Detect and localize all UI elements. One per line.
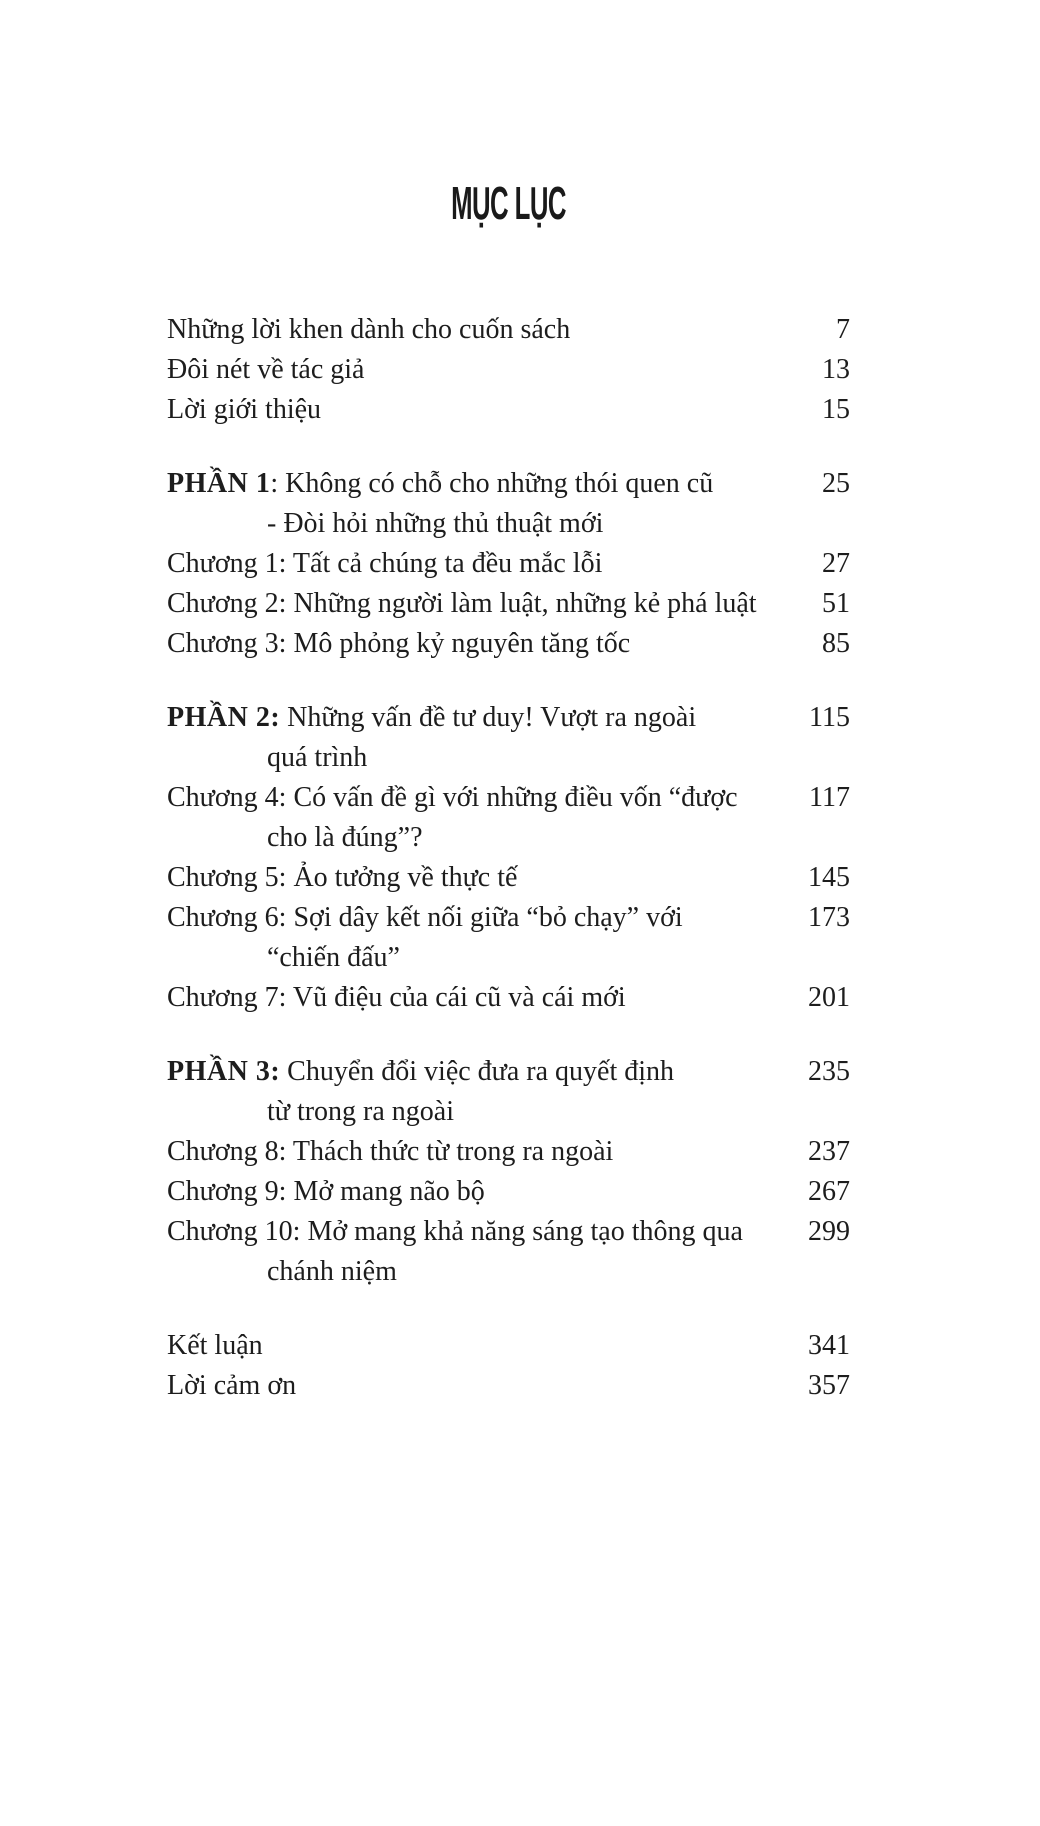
toc-group: [167, 1052, 850, 1292]
toc-entry-page-number: 117: [809, 782, 850, 813]
toc-entry-title: [167, 310, 778, 350]
toc-entry-text: Chương 10: Mở mang khả năng sáng tạo thông qua: [167, 1216, 743, 1247]
toc-entry-line1: [167, 778, 778, 818]
toc-group: [167, 1326, 850, 1406]
toc-entry-page-number: 25: [822, 468, 850, 499]
toc-entry-text: Chương 3: Mô phỏng kỷ nguyên tăng tốc: [167, 628, 631, 659]
toc-entry-text: Chương 4: Có vấn đề gì với những điều vốn “được: [167, 782, 738, 813]
toc-entry: [167, 624, 850, 664]
toc-entry-text: Chương 1: Tất cả chúng ta đều mắc lỗi: [167, 548, 603, 579]
toc-entry-title: [167, 1326, 778, 1366]
toc-entry-page-number: 13: [822, 354, 850, 385]
toc-entry-page-number: 7: [836, 314, 850, 345]
toc-entry: [167, 1366, 850, 1406]
toc-entry-page-number: 299: [808, 1216, 850, 1247]
toc-entry-line1: [167, 1366, 778, 1406]
toc-entry-line1: [167, 1212, 778, 1252]
page-title: MỤC LỤC: [451, 177, 566, 229]
toc-entry-line1: [167, 390, 778, 430]
toc-entry: [167, 464, 850, 544]
part-label: PHẦN 1: [167, 468, 271, 499]
toc-entry-text: Chương 5: Ảo tưởng về thực tế: [167, 862, 518, 893]
toc-entry-title: [167, 898, 778, 978]
toc-entry-page-number: 115: [809, 702, 850, 733]
toc-entry-line1: [167, 464, 778, 504]
book-page: [0, 177, 1040, 1826]
toc-entry: [167, 858, 850, 898]
toc-entry: [167, 310, 850, 350]
toc-entry-text: Lời cảm ơn: [167, 1370, 297, 1401]
toc-entry-text: Chuyển đổi việc đưa ra quyết định: [280, 1056, 675, 1087]
toc-entry: [167, 698, 850, 778]
toc-entry-title: [167, 350, 778, 390]
part-label: PHẦN 3:: [167, 1056, 281, 1087]
toc-entry: [167, 1172, 850, 1212]
toc-entry-page-number: 145: [808, 862, 850, 893]
toc-entry-line1: [167, 1326, 778, 1366]
toc-entry: [167, 1326, 850, 1366]
toc-entry-page-number: 173: [808, 902, 850, 933]
toc-entry-page-number: 51: [822, 588, 850, 619]
toc-entry: [167, 898, 850, 978]
toc-entry: [167, 778, 850, 858]
toc-entry: [167, 1212, 850, 1292]
toc-entry: [167, 390, 850, 430]
toc-entry-text: Những lời khen dành cho cuốn sách: [167, 314, 571, 345]
toc-entry-title: [167, 464, 778, 544]
toc-entry-page-number: 85: [822, 628, 850, 659]
toc-entry-text: Chương 7: Vũ điệu của cái cũ và cái mới: [167, 982, 626, 1013]
toc-entry-title: [167, 978, 778, 1018]
toc-entry-page-number: 357: [808, 1370, 850, 1401]
toc-entry-line1: [167, 1172, 778, 1212]
toc-group: [167, 464, 850, 664]
toc-entry-line1: [167, 698, 778, 738]
toc-entry-line2: “chiến đấu”: [267, 942, 400, 973]
toc-entry-title: [167, 1052, 778, 1132]
toc-entry-line1: [167, 584, 778, 624]
toc-entry-text: : Không có chỗ cho những thói quen cũ: [270, 468, 714, 499]
toc-entry-text: Chương 8: Thách thức từ trong ra ngoài: [167, 1136, 614, 1167]
toc-entry-line2: từ trong ra ngoài: [267, 1096, 455, 1127]
toc-entry-text: Lời giới thiệu: [167, 394, 322, 425]
toc-entry-line1: [167, 898, 778, 938]
toc-entry-title: [167, 1212, 778, 1292]
toc-entry-text: Chương 6: Sợi dây kết nối giữa “bỏ chạy” với: [167, 902, 683, 933]
toc-entry-page-number: 201: [808, 982, 850, 1013]
toc-group: [167, 310, 850, 430]
toc-entry-title: [167, 778, 778, 858]
toc-entry-title: [167, 1172, 778, 1212]
toc-entry-page-number: 235: [808, 1056, 850, 1087]
toc-entry-line2: quá trình: [267, 742, 368, 773]
toc-entry-page-number: 237: [808, 1136, 850, 1167]
toc-entry-title: [167, 390, 778, 430]
toc-entry-line1: [167, 1132, 778, 1172]
toc-entry-page-number: 27: [822, 548, 850, 579]
toc-entry: [167, 1132, 850, 1172]
toc-entry-line1: [167, 978, 778, 1018]
toc-entry-text: Chương 9: Mở mang não bộ: [167, 1176, 485, 1207]
toc-entry: [167, 1052, 850, 1132]
toc-entry-page-number: 267: [808, 1176, 850, 1207]
toc-entry-title: [167, 544, 778, 584]
toc-entry-title: [167, 624, 778, 664]
toc-entry-page-number: 15: [822, 394, 850, 425]
toc-entry-line1: [167, 624, 778, 664]
toc-entry-text: Những vấn đề tư duy! Vượt ra ngoài: [280, 702, 697, 733]
toc-entry: [167, 584, 850, 624]
toc-entry-title: [167, 698, 778, 778]
toc-entry-text: Kết luận: [167, 1330, 263, 1361]
toc-group: [167, 698, 850, 1018]
toc-entry: [167, 350, 850, 390]
toc-entry-line2: - Đòi hỏi những thủ thuật mới: [267, 508, 604, 539]
toc-entry: [167, 544, 850, 584]
part-label: PHẦN 2:: [167, 702, 281, 733]
toc-entry-text: Đôi nét về tác giả: [167, 354, 365, 385]
toc-entry-line2: cho là đúng”?: [267, 822, 423, 853]
toc-entry-text: Chương 2: Những người làm luật, những kẻ phá luật: [167, 588, 757, 619]
toc-entry-line1: [167, 858, 778, 898]
toc-entry-line1: [167, 350, 778, 390]
toc-entry-title: [167, 584, 778, 624]
toc-entry: [167, 978, 850, 1018]
toc-entry-title: [167, 858, 778, 898]
toc-entry-line1: [167, 544, 778, 584]
toc-entry-title: [167, 1132, 778, 1172]
toc-entry-line1: [167, 1052, 778, 1092]
toc-entry-line1: [167, 310, 778, 350]
table-of-contents: [167, 310, 850, 1406]
toc-entry-page-number: 341: [808, 1330, 850, 1361]
toc-entry-title: [167, 1366, 778, 1406]
toc-entry-line2: chánh niệm: [267, 1256, 397, 1287]
